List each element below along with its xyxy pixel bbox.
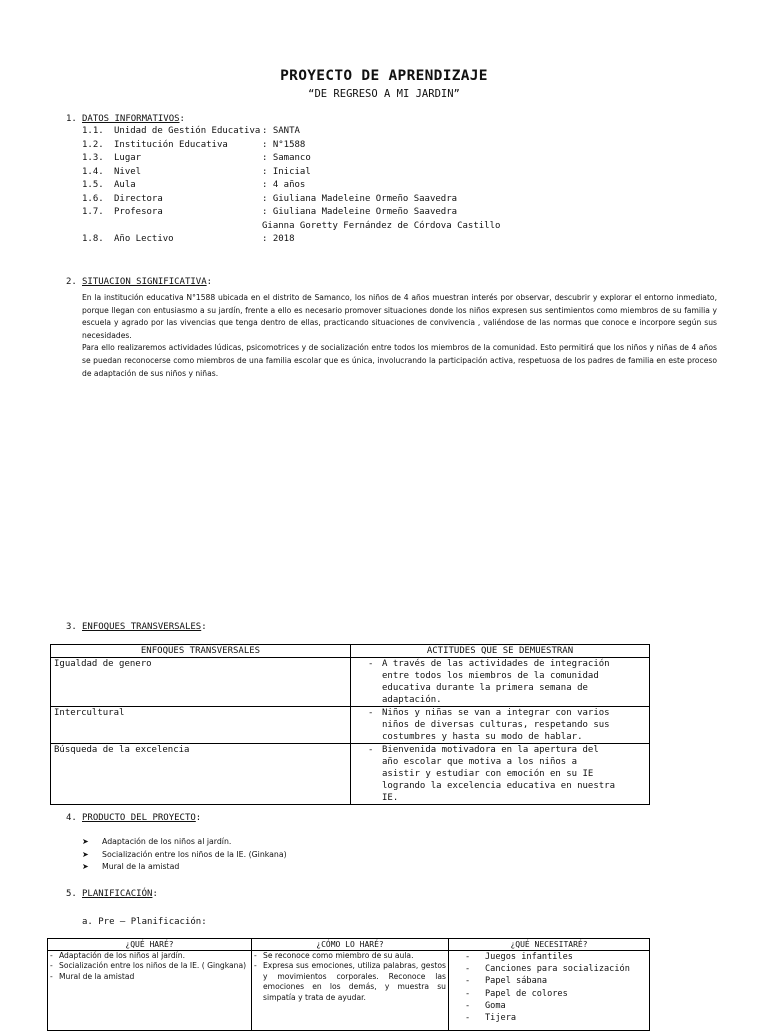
column-header: ¿CÓMO LO HARÉ? [252,939,449,951]
subsection-pre-planificacion: a. Pre – Planificación: [82,917,207,927]
table-cell [252,951,449,1031]
table-cell: - Niños y niñas se van a integrar con varios niños de diversas culturas, respetando sus costumbres y hasta su modo de hablar. [351,707,650,744]
list-item: - Juegos infantiles [465,952,573,962]
table-cell [48,951,252,1031]
situacion-paragraph-2: Para ello realizaremos actividades lúdicas, psicomotrices y de socialización entre todos los miembros de la comunidad. Esto permitirá que los niños y niñas de 4 años se puedan reconocerse como miembros de una familia escolar que es única, involucrando la participación activa, respetuosa de los padres de familia en este proceso de adaptación de sus niños y niñas. [82,343,717,378]
datos-row: 1.3. Lugar : Samanco [82,153,311,163]
list-item: ➤ Adaptación de los niños al jardín. [82,836,287,849]
datos-row: 1.2. Institución Educativa : N°1588 [82,139,306,150]
list-item: - Mural de la amistad [50,971,135,981]
table-header-row [48,939,650,951]
list-item: ➤ Socialización entre los niños de la IE. (Ginkana) [82,849,287,862]
section-heading-datos: 1. DATOS INFORMATIVOS: [66,114,185,124]
list-item: - Goma [465,1000,506,1011]
list-item: - Tijera [465,1013,517,1024]
list-item: - Expresa sus emociones, utiliza palabras, gestos y movimientos corporales. Reconoce las emociones en los demás, y muestra su simpatía y trata de ayudar. [254,961,446,1002]
table-cell: - A través de las actividades de integración entre todos los miembros de la comunidad educativa durante la primera semana de adaptación. [351,658,650,707]
pre-planificacion-table [47,938,650,1031]
table-row [51,744,650,805]
table-cell: Búsqueda de la excelencia [51,744,351,805]
datos-row: Gianna Goretty Fernández de Córdova Castillo [262,220,501,231]
datos-row: 1.7. Profesora : Giuliana Madeleine Ormeño Saavedra [82,207,458,217]
table-cell: - Bienvenida motivadora en la apertura del año escolar que motiva a los niños a asistir y estudiar con emoción en su IE logrando la excelencia educativa en nuestra IE. [351,744,650,805]
table-cell: Intercultural [51,707,351,744]
table-row [51,658,650,707]
arrowhead-bullet-icon: ➤ [82,849,89,859]
arrowhead-bullet-icon: ➤ [82,862,89,871]
column-header: ¿QUÉ HARÉ? [48,939,252,951]
column-header: ACTITUDES QUE SE DEMUESTRAN [351,645,650,658]
section-heading-producto: 4. PRODUCTO DEL PROYECTO: [66,813,202,823]
document-title: PROYECTO DE APRENDIZAJE [280,68,488,84]
table-cell [449,951,650,1031]
table-row [48,951,650,1031]
list-item: - Socialización entre los niños de la IE. ( Gingkana) [50,961,247,971]
producto-list [82,836,287,874]
datos-row: 1.5. Aula : 4 años [82,180,306,190]
table-cell: Igualdad de genero [51,658,351,707]
section-heading-planificacion: 5. PLANIFICACIÓN: [66,889,158,899]
list-item: - Papel sábana [465,976,548,987]
column-header: ENFOQUES TRANSVERSALES [51,645,351,658]
table-header-row [51,645,650,658]
column-header: ¿QUÉ NECESITARÉ? [449,939,650,951]
datos-row: 1.6. Directora : Giuliana Madeleine Ormeño Saavedra [82,193,458,204]
situacion-paragraph-1: En la institución educativa N°1588 ubicada en el distrito de Samanco, los niños de 4 años muestran interés por observar, descubrir y explorar el entorno inmediato, porque llegan con entusiasmo a su jardín, frente a ello es necesario promover situaciones donde los niños expresen sus sentimientos como miembros de su familia y escuela y agrado por las vivencias que tenga dentro de ellas, practicando situaciones de convivencia , valiéndose de las normas que conoce e incorpore según sus necesidades. [82,293,717,340]
datos-row: 1.1. Unidad de Gestión Educativa : SANTA [82,126,300,136]
list-item: - Papel de colores [465,988,568,999]
datos-row: 1.4. Nivel : Inicial [82,166,311,177]
table-row [51,707,650,744]
section-heading-situacion: 2. SITUACION SIGNIFICATIVA: [66,277,213,287]
list-item: - Se reconoce como miembro de su aula. [254,951,414,960]
section-heading-enfoques: 3. ENFOQUES TRANSVERSALES: [66,622,207,632]
list-item: - Canciones para socialización [465,964,630,975]
list-item: - Adaptación de los niños al jardín. [50,951,186,960]
enfoques-table [50,644,650,805]
datos-row: 1.8. Año Lectivo : 2018 [82,234,295,244]
datos-informativos-list [82,125,500,247]
arrowhead-bullet-icon: ➤ [82,837,89,846]
list-item: ➤ Mural de la amistad [82,861,287,874]
situacion-text [82,292,717,380]
document-subtitle: “DE REGRESO A MI JARDIN” [308,88,460,100]
